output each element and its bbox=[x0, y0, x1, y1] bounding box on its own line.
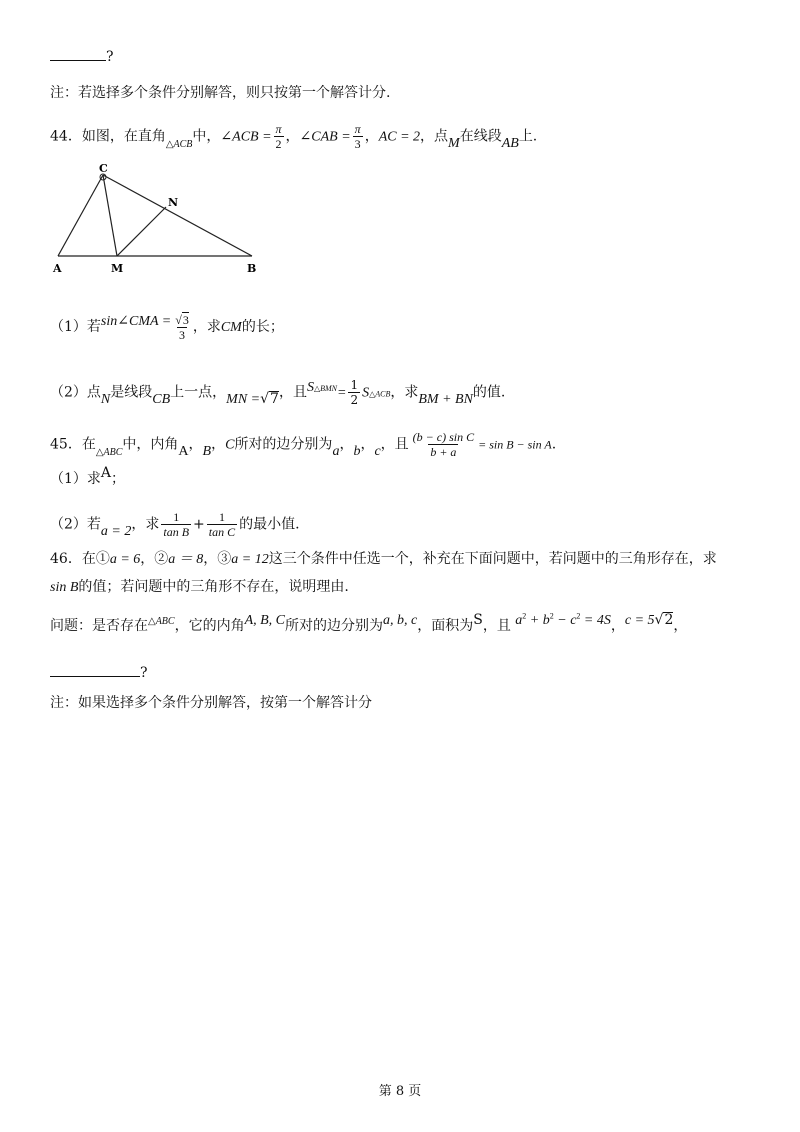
q46-note: 注：如果选择多个条件分别解答，按第一个解答计分 bbox=[50, 695, 372, 711]
q44-part2: （2）点N是线段CB上一点，MN =√7，且$S^{\triangle BMN}=$ $\frac{1}{2}$ S△ACB，求BM + BN的值. bbox=[50, 378, 506, 407]
q45-part1: （1）求A； bbox=[50, 465, 126, 487]
q45-part2: （2）若a = 2，求 $\frac{1}{\text{tan B}}$ + $\frac{1}{\text{tan C}}$ 的最小值. bbox=[50, 510, 300, 539]
q46-problem: 问题：是否存在$^{\triangle ABC}$，它的内角A, B, C所对的边分别为a, b, c，面积为S，且 $a^2 + b^2 - c^2 = 4S$，c = 5√2， bbox=[50, 611, 688, 634]
label-c: C bbox=[99, 162, 108, 175]
top-note: 注：若选择多个条件分别解答，则只按第一个解答计分. bbox=[50, 85, 391, 101]
q44-stem: 44．如图，在直角$_{\triangle ACB}$中，∠ACB = $\frac{\pi}{2}$ ，∠CAB = $\frac{\pi}{3}$ ，AC = 2，点M在线段AB上. bbox=[50, 122, 538, 151]
q44-part1: （1）若sin∠CMA = $\frac{√3}{3}$ ，求CM的长； bbox=[50, 313, 284, 342]
q46-answer-line: ? bbox=[50, 666, 148, 680]
segment-cm bbox=[103, 175, 117, 256]
label-n: N bbox=[168, 196, 179, 209]
segment-mn bbox=[117, 207, 166, 256]
triangle-figure bbox=[48, 160, 268, 280]
answer-blank bbox=[50, 675, 140, 677]
answer-blank bbox=[50, 59, 106, 61]
label-a: A bbox=[53, 262, 62, 275]
q46-stem-line1: 46．在①a = 6，②a ＝ 8，③a = 12这三个条件中任选一个，补充在下面问题中，若问题中的三角形存在，求 bbox=[50, 551, 717, 567]
page-number: 第 8 页 bbox=[378, 1084, 422, 1099]
segment-cb bbox=[103, 175, 252, 256]
label-b: B bbox=[247, 262, 257, 275]
segment-ac bbox=[58, 175, 103, 256]
q45-stem: 45．在$_{\triangle ABC}$中，内角A，B，C所对的边分别为a，b，c，且 $\frac{\text{(b − c) sin C}}{b + a}$ = sin B − sin A. bbox=[50, 430, 557, 459]
label-m: M bbox=[111, 262, 124, 275]
top-answer-line: ? bbox=[50, 50, 114, 64]
q46-stem-line2: sin B的值；若问题中的三角形不存在，说明理由. bbox=[50, 579, 349, 595]
